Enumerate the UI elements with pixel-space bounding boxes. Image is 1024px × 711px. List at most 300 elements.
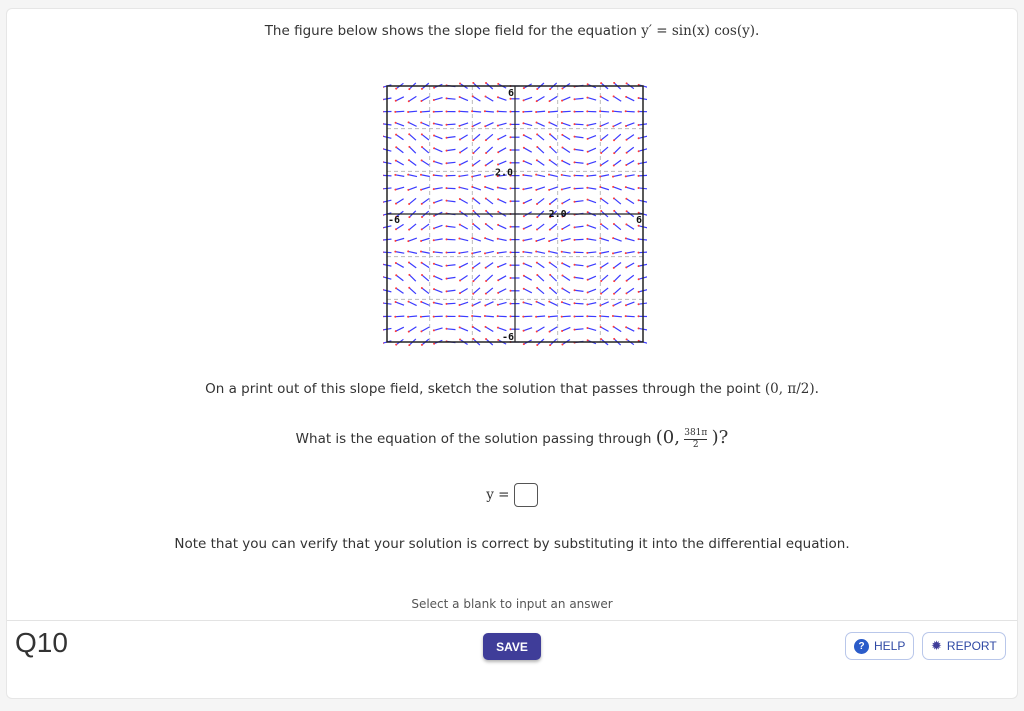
slope-segment: [459, 316, 468, 317]
slope-segment: [422, 160, 430, 165]
slope-segment: [588, 161, 597, 164]
slope-dot: [395, 301, 397, 303]
slope-segment: [421, 252, 430, 254]
slope-dot: [536, 301, 538, 303]
slope-dot: [408, 301, 410, 303]
slope-segment: [472, 187, 480, 190]
slope-segment: [409, 224, 416, 230]
slope-dot: [421, 287, 423, 289]
slope-segment: [409, 134, 416, 140]
slope-segment: [408, 187, 416, 190]
slope-dot: [485, 139, 487, 141]
slope-segment: [626, 187, 635, 189]
slope-segment: [524, 289, 532, 293]
slope-segment: [459, 175, 468, 176]
slope-dot: [497, 211, 499, 213]
slope-dot: [394, 240, 396, 242]
slope-dot: [549, 88, 551, 90]
slope-dot: [433, 188, 435, 190]
slope-segment: [486, 134, 493, 140]
slope-dot: [497, 238, 499, 240]
slope-segment: [523, 175, 532, 176]
slope-segment: [562, 302, 571, 305]
slope-dot: [433, 215, 435, 217]
slope-segment: [614, 275, 620, 281]
slope-dot: [561, 174, 563, 176]
slope-segment: [587, 303, 596, 305]
slope-segment: [409, 327, 417, 332]
slope-dot: [638, 238, 640, 240]
slope-dot: [510, 328, 512, 330]
slope-segment: [396, 275, 403, 280]
slope-segment: [434, 148, 442, 152]
slope-segment: [422, 288, 429, 294]
slope-segment: [562, 316, 571, 317]
slope-segment: [627, 288, 634, 293]
slope-segment: [588, 200, 596, 203]
slope-dot: [586, 124, 588, 126]
slope-dot: [510, 123, 512, 125]
slope-segment: [614, 327, 622, 332]
slope-segment: [434, 200, 442, 203]
sketch-prompt: [7, 381, 1017, 397]
slope-dot: [420, 316, 422, 318]
slope-dot: [407, 111, 409, 113]
slope-dot: [536, 287, 538, 289]
slope-segment: [575, 98, 584, 99]
slope-segment: [524, 97, 532, 100]
slope-dot: [485, 223, 487, 225]
slope-dot: [433, 288, 435, 290]
slope-dot: [600, 164, 602, 166]
slope-segment: [421, 316, 430, 317]
slope-dot: [600, 338, 602, 340]
slope-segment: [409, 198, 416, 204]
slope-dot: [421, 146, 423, 148]
slope-segment: [459, 187, 468, 189]
slope-dot: [472, 267, 474, 269]
slope-dot: [574, 123, 576, 125]
slope-dot: [561, 251, 563, 253]
fraction-numerator: 381π: [684, 427, 708, 438]
slope-dot: [446, 238, 448, 240]
slope-segment: [536, 251, 545, 253]
slope-dot: [421, 274, 423, 276]
slope-segment: [562, 239, 571, 241]
slope-dot: [638, 187, 640, 189]
intro-text: [7, 23, 1017, 39]
slope-dot: [613, 139, 615, 141]
slope-dot: [458, 315, 460, 317]
slope-dot: [523, 147, 525, 149]
slope-segment: [549, 187, 557, 190]
slope-dot: [574, 329, 576, 331]
slope-dot: [613, 280, 615, 282]
slope-dot: [561, 343, 563, 345]
slope-segment: [409, 263, 416, 268]
slope-dot: [625, 315, 627, 317]
slope-segment: [421, 97, 429, 101]
slope-dot: [433, 227, 435, 229]
slope-segment: [459, 252, 468, 253]
slope-dot: [549, 287, 551, 289]
slope-dot: [421, 133, 423, 135]
slope-dot: [600, 139, 602, 141]
slope-dot: [549, 229, 551, 231]
slope-dot: [586, 175, 588, 177]
slope-segment: [408, 316, 417, 317]
slope-segment: [498, 161, 506, 164]
slope-segment: [498, 252, 507, 253]
slope-segment: [473, 263, 480, 268]
slope-segment: [395, 238, 404, 240]
slope-dot: [522, 111, 524, 113]
slope-dot: [523, 202, 525, 204]
slope-dot: [407, 250, 409, 252]
slope-dot: [613, 267, 615, 269]
help-icon: ?: [854, 639, 869, 654]
slope-dot: [561, 240, 563, 242]
slope-dot: [638, 252, 640, 254]
slope-segment: [537, 147, 544, 153]
slope-segment: [447, 290, 456, 291]
slope-dot: [433, 302, 435, 304]
slope-segment: [396, 327, 404, 331]
slope-segment: [395, 175, 404, 177]
slope-dot: [383, 239, 384, 241]
slope-dot: [497, 138, 499, 140]
slope-dot: [613, 197, 615, 199]
slope-segment: [472, 316, 481, 317]
slope-dot: [395, 122, 397, 124]
slope-segment: [409, 147, 415, 153]
slope-segment: [486, 224, 493, 229]
slope-dot: [446, 328, 448, 330]
slope-dot: [600, 326, 602, 328]
slope-dot: [510, 162, 512, 164]
slope-segment: [460, 147, 467, 152]
slope-dot: [407, 189, 409, 191]
slope-dot: [549, 344, 551, 346]
slope-segment: [396, 135, 403, 140]
slope-dot: [536, 146, 538, 148]
slope-dot: [549, 100, 551, 102]
slope-segment: [600, 316, 609, 317]
slope-dot: [536, 88, 538, 90]
slope-segment: [485, 238, 494, 241]
slope-dot: [472, 82, 474, 84]
slope-segment: [498, 225, 506, 229]
slope-dot: [522, 301, 524, 303]
slope-segment: [600, 111, 609, 112]
slope-dot: [535, 111, 537, 113]
slope-segment: [614, 198, 621, 204]
slope-dot: [421, 344, 423, 346]
slope-segment: [498, 289, 506, 293]
slope-segment: [447, 329, 456, 330]
answer-row: [7, 483, 1017, 507]
slope-dot: [421, 228, 423, 230]
slope-segment: [498, 276, 506, 280]
slope-segment: [447, 277, 456, 278]
slope-segment: [626, 175, 635, 177]
slope-segment: [601, 263, 609, 268]
slope-dot: [548, 121, 550, 123]
slope-segment: [613, 316, 622, 317]
slope-segment: [600, 187, 609, 190]
slope-dot: [497, 252, 499, 254]
slope-dot: [626, 152, 628, 154]
slope-segment: [537, 302, 545, 306]
slope-segment: [587, 123, 596, 125]
answer-blank[interactable]: [514, 483, 538, 507]
slope-segment: [396, 263, 404, 267]
slope-segment: [627, 135, 634, 140]
slope-segment: [537, 97, 545, 102]
slope-dot: [522, 122, 524, 124]
slope-dot: [510, 200, 512, 202]
slope-dot: [599, 252, 601, 254]
slope-segment: [588, 136, 596, 139]
slope-segment: [626, 302, 634, 305]
slope-dot: [574, 315, 576, 317]
slope-segment: [537, 288, 544, 294]
slope-dot: [408, 216, 410, 218]
save-button[interactable]: SAVE: [483, 633, 541, 660]
slope-dot: [471, 237, 473, 239]
slope-dot: [638, 97, 640, 99]
slope-dot: [536, 159, 538, 161]
slope-segment: [447, 226, 456, 227]
y-min-label: -6: [501, 332, 514, 343]
slope-segment: [472, 238, 480, 241]
slope-dot: [420, 111, 422, 113]
slope-segment: [587, 98, 596, 100]
slope-segment: [537, 327, 545, 332]
slope-segment: [434, 289, 442, 292]
slope-segment: [409, 122, 417, 126]
slope-segment: [472, 251, 481, 253]
slope-dot: [472, 293, 474, 295]
slope-segment: [523, 187, 532, 189]
slope-dot: [586, 187, 588, 189]
slope-dot: [587, 151, 589, 153]
slope-dot: [586, 238, 588, 240]
slope-segment: [575, 329, 584, 330]
slope-segment: [447, 149, 456, 150]
slope-dot: [446, 124, 448, 126]
slope-segment: [498, 135, 506, 139]
slope-dot: [561, 100, 563, 102]
slope-segment: [486, 97, 494, 102]
point-fraction: [684, 428, 707, 451]
slope-segment: [434, 188, 443, 189]
slope-segment: [626, 199, 634, 204]
slope-dot: [535, 316, 537, 318]
slope-segment: [562, 263, 570, 267]
slope-dot: [612, 125, 614, 127]
slope-segment: [498, 199, 506, 203]
slope-segment: [447, 162, 456, 163]
slope-dot: [625, 252, 627, 254]
sketch-point: (0, π/2).: [764, 381, 819, 397]
slope-segment: [498, 187, 507, 189]
slope-dot: [484, 176, 486, 178]
slope-dot: [625, 96, 627, 98]
slope-segment: [460, 135, 468, 140]
slope-segment: [575, 201, 584, 202]
slope-segment: [498, 328, 506, 331]
slope-dot: [394, 174, 396, 176]
slope-dot: [472, 280, 474, 282]
slope-dot: [522, 251, 524, 253]
slope-segment: [421, 327, 429, 331]
slope-segment: [473, 198, 480, 204]
slope-dot: [599, 304, 601, 306]
slope-dot: [485, 152, 487, 154]
slope-segment: [588, 264, 597, 267]
slope-segment: [562, 225, 570, 229]
slope-segment: [460, 97, 468, 101]
question-card: [6, 8, 1018, 699]
slope-dot: [420, 330, 422, 332]
slope-segment: [421, 187, 430, 190]
slope-segment: [473, 224, 480, 230]
slope-segment: [614, 224, 621, 230]
slope-dot: [420, 174, 422, 176]
slope-dot: [561, 134, 563, 136]
slope-dot: [535, 240, 537, 242]
slope-dot: [446, 111, 448, 113]
slope-dot: [484, 186, 486, 188]
slope-dot: [548, 111, 550, 113]
slope-segment: [396, 123, 404, 126]
slope-dot: [433, 251, 435, 253]
slope-dot: [446, 265, 448, 267]
slope-dot: [613, 223, 615, 225]
slope-dot: [446, 150, 448, 152]
slope-segment: [549, 175, 558, 177]
slope-dot: [522, 240, 524, 242]
slope-dot: [548, 250, 550, 252]
slope-dot: [523, 87, 525, 89]
slope-dot: [446, 278, 448, 280]
slope-segment: [524, 135, 532, 139]
slope-segment: [562, 199, 570, 203]
slope-segment: [550, 198, 557, 204]
slope-dot: [574, 302, 576, 304]
slope-dot: [395, 146, 397, 148]
slope-dot: [471, 315, 473, 317]
slope-dot: [613, 293, 615, 295]
slope-dot: [433, 135, 435, 137]
slope-dot: [395, 344, 397, 346]
slope-segment: [562, 123, 571, 126]
slope-dot: [497, 304, 499, 306]
slope-dot: [446, 200, 448, 202]
slope-dot: [523, 228, 525, 230]
slope-segment: [613, 302, 621, 306]
slope-segment: [614, 263, 621, 268]
slope-dot: [497, 198, 499, 200]
slope-dot: [408, 287, 410, 289]
point-prefix: (0,: [655, 427, 680, 448]
slope-segment: [524, 225, 532, 229]
slope-segment: [601, 147, 608, 153]
report-button[interactable]: [922, 632, 1006, 660]
slope-dot: [408, 133, 410, 135]
slope-segment: [486, 147, 493, 153]
slope-dot: [548, 189, 550, 191]
slope-segment: [472, 175, 481, 177]
slope-segment: [627, 275, 634, 280]
slope-dot: [523, 215, 525, 217]
slope-segment: [587, 328, 596, 330]
slope-dot: [536, 274, 538, 276]
x-tick-label: 2.0: [548, 209, 567, 220]
help-button[interactable]: [845, 632, 914, 660]
slope-dot: [408, 121, 410, 123]
slope-segment: [485, 316, 494, 317]
slope-segment: [614, 134, 621, 140]
slope-segment: [550, 160, 557, 165]
slope-dot: [625, 110, 627, 112]
report-label: REPORT: [946, 639, 997, 653]
slope-dot: [523, 134, 525, 136]
slope-dot: [497, 327, 499, 329]
slope-dot: [472, 139, 474, 141]
slope-dot: [600, 223, 602, 225]
slope-dot: [587, 211, 589, 213]
slope-dot: [395, 203, 397, 205]
slope-dot: [408, 159, 410, 161]
slope-segment: [498, 263, 506, 266]
slope-segment: [408, 238, 416, 241]
slope-dot: [472, 223, 474, 225]
slope-segment: [600, 238, 609, 241]
slope-segment: [549, 251, 558, 253]
slope-dot: [383, 251, 384, 253]
slope-segment: [396, 199, 404, 204]
slope-dot: [408, 262, 410, 264]
slope-segment: [422, 275, 429, 281]
slope-dot: [510, 136, 512, 138]
slope-segment: [434, 225, 442, 228]
slope-segment: [486, 327, 494, 332]
slope-segment: [409, 96, 417, 101]
slope-dot: [510, 187, 512, 189]
slope-dot: [420, 251, 422, 253]
slope-dot: [459, 125, 461, 127]
slope-dot: [600, 198, 602, 200]
slope-dot: [407, 316, 409, 318]
slope-dot: [394, 189, 396, 191]
footer-divider: [7, 620, 1017, 621]
slope-segment: [550, 147, 556, 153]
slope-segment: [575, 265, 584, 266]
slope-dot: [484, 125, 486, 127]
slope-dot: [472, 210, 474, 212]
slope-segment: [601, 97, 609, 101]
slope-dot: [446, 290, 448, 292]
slope-dot: [433, 202, 435, 204]
point-suffix: )?: [711, 427, 729, 448]
slope-segment: [562, 135, 570, 140]
slope-segment: [485, 111, 494, 112]
slope-dot: [420, 189, 422, 191]
slope-dot: [433, 99, 435, 101]
slope-dot: [472, 95, 474, 97]
